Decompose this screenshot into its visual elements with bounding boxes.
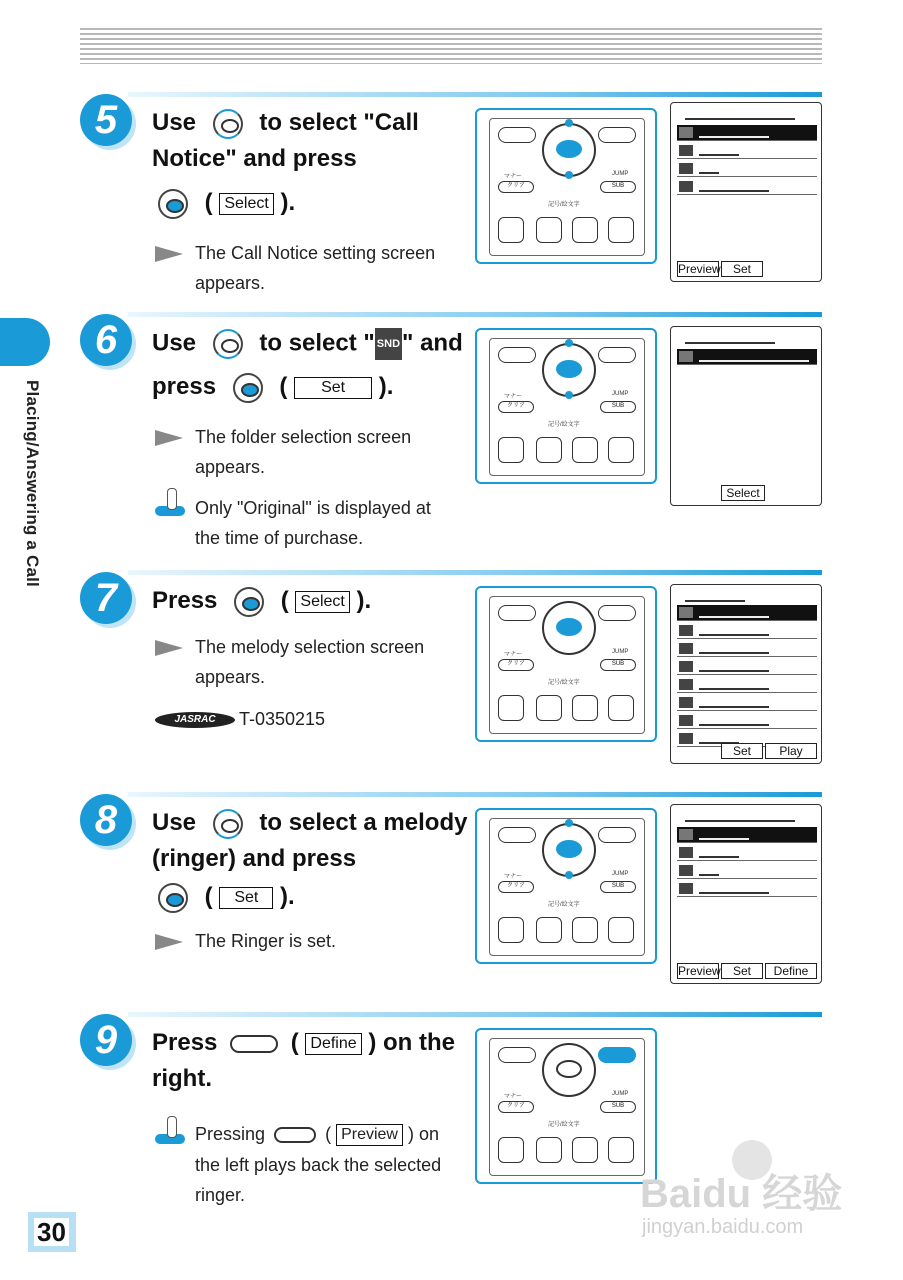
screen-softkey-set: Set [721, 743, 763, 759]
step-title-line1: Use to select a melody [152, 808, 467, 839]
header-stripes [80, 28, 822, 64]
section-label-text: Placing/Answering a Call [23, 380, 42, 587]
screen-softkey-preview: Preview [678, 964, 721, 978]
jasrac-line [155, 704, 325, 734]
result-text-1: The melody selection screen [195, 637, 425, 657]
result-text-2: appears. [195, 457, 266, 477]
step-title-line2: Notice" and press [152, 145, 357, 172]
result-text-2: appears. [195, 667, 266, 687]
baidu-watermark [640, 1140, 850, 1260]
result-text-1: The folder selection screen [195, 427, 412, 447]
step-rule [128, 570, 822, 575]
step-title-line1: Press ( Define ) on the [152, 1029, 455, 1056]
soft-key-icon [274, 1127, 316, 1143]
watermark-brand: Baidu 经验 [640, 1172, 843, 1216]
nav-key-updown-icon [213, 109, 243, 139]
step-title-line2: right. [152, 1065, 212, 1092]
result-arrow-icon [155, 640, 183, 656]
note-text-0: Pressing ( Preview ) on [195, 1119, 439, 1149]
page-number: 30 [34, 1218, 69, 1246]
softkey-label: Set [294, 377, 372, 399]
watermark-url: jingyan.baidu.com [642, 1216, 804, 1238]
step-number-badge: 7 [80, 572, 132, 624]
note-hand-icon [155, 1116, 187, 1146]
step-title-line2: (ringer) and press [152, 845, 357, 872]
softkey-label: Define [305, 1033, 361, 1055]
softkey-label: Select [295, 591, 349, 613]
screen-softkey-preview: Preview [678, 262, 721, 276]
keypad-illustration: マナー JUMP クリア SUB 記号/絵文字 [475, 1028, 657, 1184]
step-title-line1: Press ( Select ). [152, 586, 371, 617]
snd-folder-icon: SND [375, 328, 402, 360]
result-arrow-icon [155, 934, 183, 950]
jasrac-logo: JASRAC [155, 712, 235, 728]
step-rule [128, 312, 822, 317]
step-title-line3: ( Select ). [158, 188, 295, 219]
section-tab [0, 318, 50, 366]
screen-softkey-set: Set [721, 963, 763, 979]
phone-screen [670, 584, 822, 764]
step-title-line2: press ( Set ). [152, 372, 393, 403]
keypad-illustration: マナー JUMP クリア SUB 記号/絵文字 [475, 808, 657, 964]
softkey-label: Select [219, 193, 273, 215]
jasrac-code: T-0350215 [239, 709, 326, 729]
step-title-line1: Use to select "Call [152, 108, 419, 139]
nav-key-center-icon [158, 189, 188, 219]
screen-softkey-play: Play [765, 743, 817, 759]
result-text-1: The Ringer is set. [195, 931, 337, 951]
nav-key-updown-icon [213, 329, 243, 359]
step-rule [128, 792, 822, 797]
keypad-illustration: マナー JUMP クリア SUB 記号/絵文字 [475, 328, 657, 484]
keypad-illustration: マナー JUMP クリア SUB 記号/絵文字 [475, 108, 657, 264]
phone-screen [670, 102, 822, 282]
step-number-badge: 5 [80, 94, 132, 146]
result-arrow-icon [155, 430, 183, 446]
softkey-label: Preview [336, 1124, 403, 1146]
step-rule [128, 92, 822, 97]
screen-softkey-define: Define [765, 963, 817, 979]
note-text-2: the time of purchase. [195, 528, 364, 548]
section-label [22, 380, 52, 610]
step-rule [128, 1012, 822, 1017]
screen-softkey-set: Set [721, 261, 763, 277]
step-number-badge: 8 [80, 794, 132, 846]
note-hand-icon [155, 488, 187, 518]
result-text-2: appears. [195, 273, 266, 293]
soft-key-icon [230, 1035, 278, 1053]
step-title-line1: Use to select " SND" and [152, 328, 463, 360]
nav-key-center-icon [158, 883, 188, 913]
step-number-badge: 6 [80, 314, 132, 366]
keypad-illustration: マナー JUMP クリア SUB 記号/絵文字 [475, 586, 657, 742]
step-number-badge: 9 [80, 1014, 132, 1066]
softkey-label: Set [219, 887, 273, 909]
nav-key-center-icon [234, 587, 264, 617]
note-text-1: Only "Original" is displayed at [195, 498, 431, 518]
result-arrow-icon [155, 246, 183, 262]
screen-softkey-select: Select [721, 485, 765, 501]
phone-screen [670, 326, 822, 506]
result-text-1: The Call Notice setting screen [195, 243, 436, 263]
note-text-2: ringer. [195, 1185, 246, 1205]
nav-key-center-icon [233, 373, 263, 403]
page-number-box [28, 1212, 76, 1252]
nav-key-updown-icon [213, 809, 243, 839]
phone-screen [670, 804, 822, 984]
note-text-1: the left plays back the selected [195, 1155, 442, 1175]
step-title-line3: ( Set ). [158, 882, 295, 913]
